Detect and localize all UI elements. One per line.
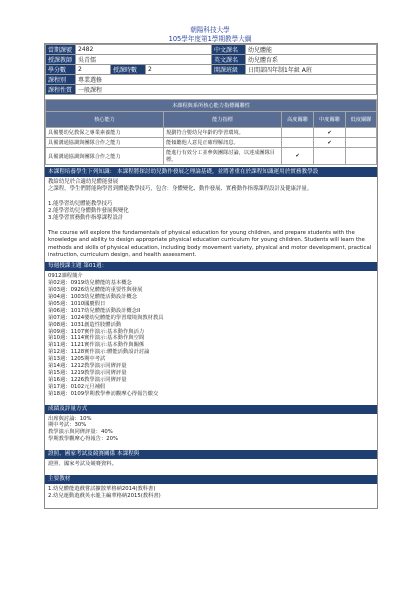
objectives-band: 本課程培養學生下列知識： 本課程將探討幼兒動作發展之理論基礎，並將著重在於課程知識運用於實務教學設 — [45, 167, 377, 177]
course-cn-name: 幼兒體能 — [246, 45, 377, 55]
assessment-band: 成績及評量方式 — [45, 405, 377, 414]
mid-check: ✔ — [314, 138, 346, 148]
cn-name-label: 中文課名 — [212, 45, 246, 55]
assessment-item: 出席與討論：10% — [48, 415, 92, 422]
ability-indicator: 能傾聽他人意見正確理解訊息。 — [164, 138, 282, 148]
schedule-band: 每週授課主題 第01週： — [45, 262, 377, 271]
low-cell — [346, 148, 377, 165]
low-cell — [346, 138, 377, 148]
ability-indicator: 規劃符合嬰幼兒年齡的學習環境。 — [164, 128, 282, 138]
week-item: 第16週：1226教學演示同儕評量 — [48, 376, 127, 383]
week-item: 第06週：1017幼兒體能活動設計概念II — [48, 307, 141, 314]
credits-value: 2 — [76, 65, 111, 75]
textbook-item: 2.幼兒運動遊戲英水龍主編華格納2015(教科書) — [48, 493, 161, 500]
indicator-col-header: 能力指標 — [164, 112, 282, 128]
week-item: 第05週：1010國慶假日 — [48, 300, 106, 307]
course-code: 2482 — [76, 45, 212, 55]
low-cell — [346, 128, 377, 138]
class-value: 日間部四年制1年級 A班 — [246, 65, 377, 75]
textbooks-band: 主要教材 — [45, 475, 377, 484]
category-value: 專業選修 — [76, 75, 377, 85]
en-name-label: 英文課名 — [212, 55, 246, 65]
week-item: 第07週：1024嬰幼兒體能的學習環境與教材教具 — [48, 314, 164, 321]
week-item: 第10週：1114實作演示:基本動作與空間 — [48, 335, 145, 342]
objectives-text: 教給幼兒於合適幼兒體能發展 之課程，學生們將能夠學習到體能教學技巧，包含：身體變化、動作發展、實務動作指導課程設計及健康評量。 1.能學習幼兒體能教學技巧 2.能學習幼兒身體動作發展與變化 3.能學習實務動作指導課程設計 The course will explore the fundamentals of physical education for young children, and prepare students with the knowledge and ability to design appropriate physical education curriculum for young children. Students will learn the methods and skills of physical education, including body movement variety, physical and motor development, practical instruction, curriculum design, and health assessment. — [48, 179, 372, 258]
core-ability: 具備嬰幼兒教保之專業素養能力 — [46, 128, 164, 138]
week-item: 第09週：1107實作演示:基本動作與活力 — [48, 328, 145, 335]
week-item: 第11週：1121實作演示:基本動作與關係 — [48, 342, 145, 349]
mid-cell — [314, 148, 346, 165]
mid-check: ✔ — [314, 128, 346, 138]
week-item: 第12週：1128實作演示:體能活動設計討論 — [48, 349, 150, 356]
core-ability: 具備溝通協調與團隊合作之能力 — [46, 138, 164, 148]
high-check: ✔ — [282, 148, 314, 165]
week-item: 第08週：1031創造性肢體活動 — [48, 321, 122, 328]
high-cell — [282, 128, 314, 138]
week-item: 第15週：1219教學演示同儕評量 — [48, 369, 127, 376]
hours-value: 2 — [146, 65, 212, 75]
low-col-header: 低度關聯 — [346, 112, 377, 128]
code-label: 當期課號 — [46, 45, 76, 55]
week-item: 第13週：1205期中考試 — [48, 356, 106, 363]
property-value: 一般課程 — [76, 85, 377, 95]
ability-indicator: 能進行有效分工並參與團隊討論，以達成團隊目標。 — [164, 148, 282, 165]
high-col-header: 高度關聯 — [282, 112, 314, 128]
core-ability: 具備溝通協調與團隊合作之能力 — [46, 148, 164, 165]
assessment-list — [45, 414, 377, 446]
capability-table — [45, 99, 377, 165]
textbook-list — [45, 484, 377, 502]
credits-label: 學分數 — [46, 65, 76, 75]
textbook-item: 1.幼兒體能遊戲嘗試擴散華格納2014(教科書) — [48, 486, 156, 493]
week-item: 第14週：1212教學演示同儕評量 — [48, 363, 127, 370]
week-item: 第18週：0109學期教學參訪觀摩心得報告繳交 — [48, 390, 159, 397]
week-item: 0912課程簡介 — [48, 273, 83, 280]
week-item: 第17週：0102元旦補假 — [48, 383, 106, 390]
capability-row — [46, 138, 377, 148]
high-cell — [282, 138, 314, 148]
course-en-name: 幼兒體育系 — [246, 55, 377, 65]
capability-band: 本課程與系所核心能力指標關聯性 — [46, 100, 377, 112]
assessment-item: 學期教學觀摩心得報告：20% — [48, 436, 119, 443]
page-title: 105學年度第1學期教學大綱 — [168, 35, 252, 43]
certification-text: 證照、國家考試及競賽資料。 — [48, 461, 117, 468]
school-name: 朝陽科技大學 — [190, 26, 230, 34]
week-item: 第03週：0926幼兒體能的重要性與發展 — [48, 287, 143, 294]
core-col-header: 核心能力 — [46, 112, 164, 128]
class-label: 開課班級 — [212, 65, 246, 75]
category-label: 課程別 — [46, 75, 76, 85]
capability-row — [46, 148, 377, 165]
teacher-name: 吳青儒 — [76, 55, 212, 65]
teacher-label: 授課教師 — [46, 55, 76, 65]
certification-band: 證照、國家考試及競賽關係 本課程與 — [45, 450, 377, 459]
property-label: 課程性質 — [46, 85, 76, 95]
hours-label: 授課時數 — [111, 65, 146, 75]
assessment-item: 教學演示與同儕評量：40% — [48, 429, 113, 436]
capability-row — [46, 128, 377, 138]
weekly-schedule — [45, 271, 377, 399]
syllabus-frame — [44, 43, 378, 509]
assessment-item: 期中考試：30% — [48, 422, 87, 429]
week-item: 第04週：1003幼兒體能活動設計概念 — [48, 293, 138, 300]
course-info-table — [45, 44, 377, 95]
week-item: 第02週：0919幼兒體能的基本概念 — [48, 280, 132, 287]
mid-col-header: 中度關聯 — [314, 112, 346, 128]
